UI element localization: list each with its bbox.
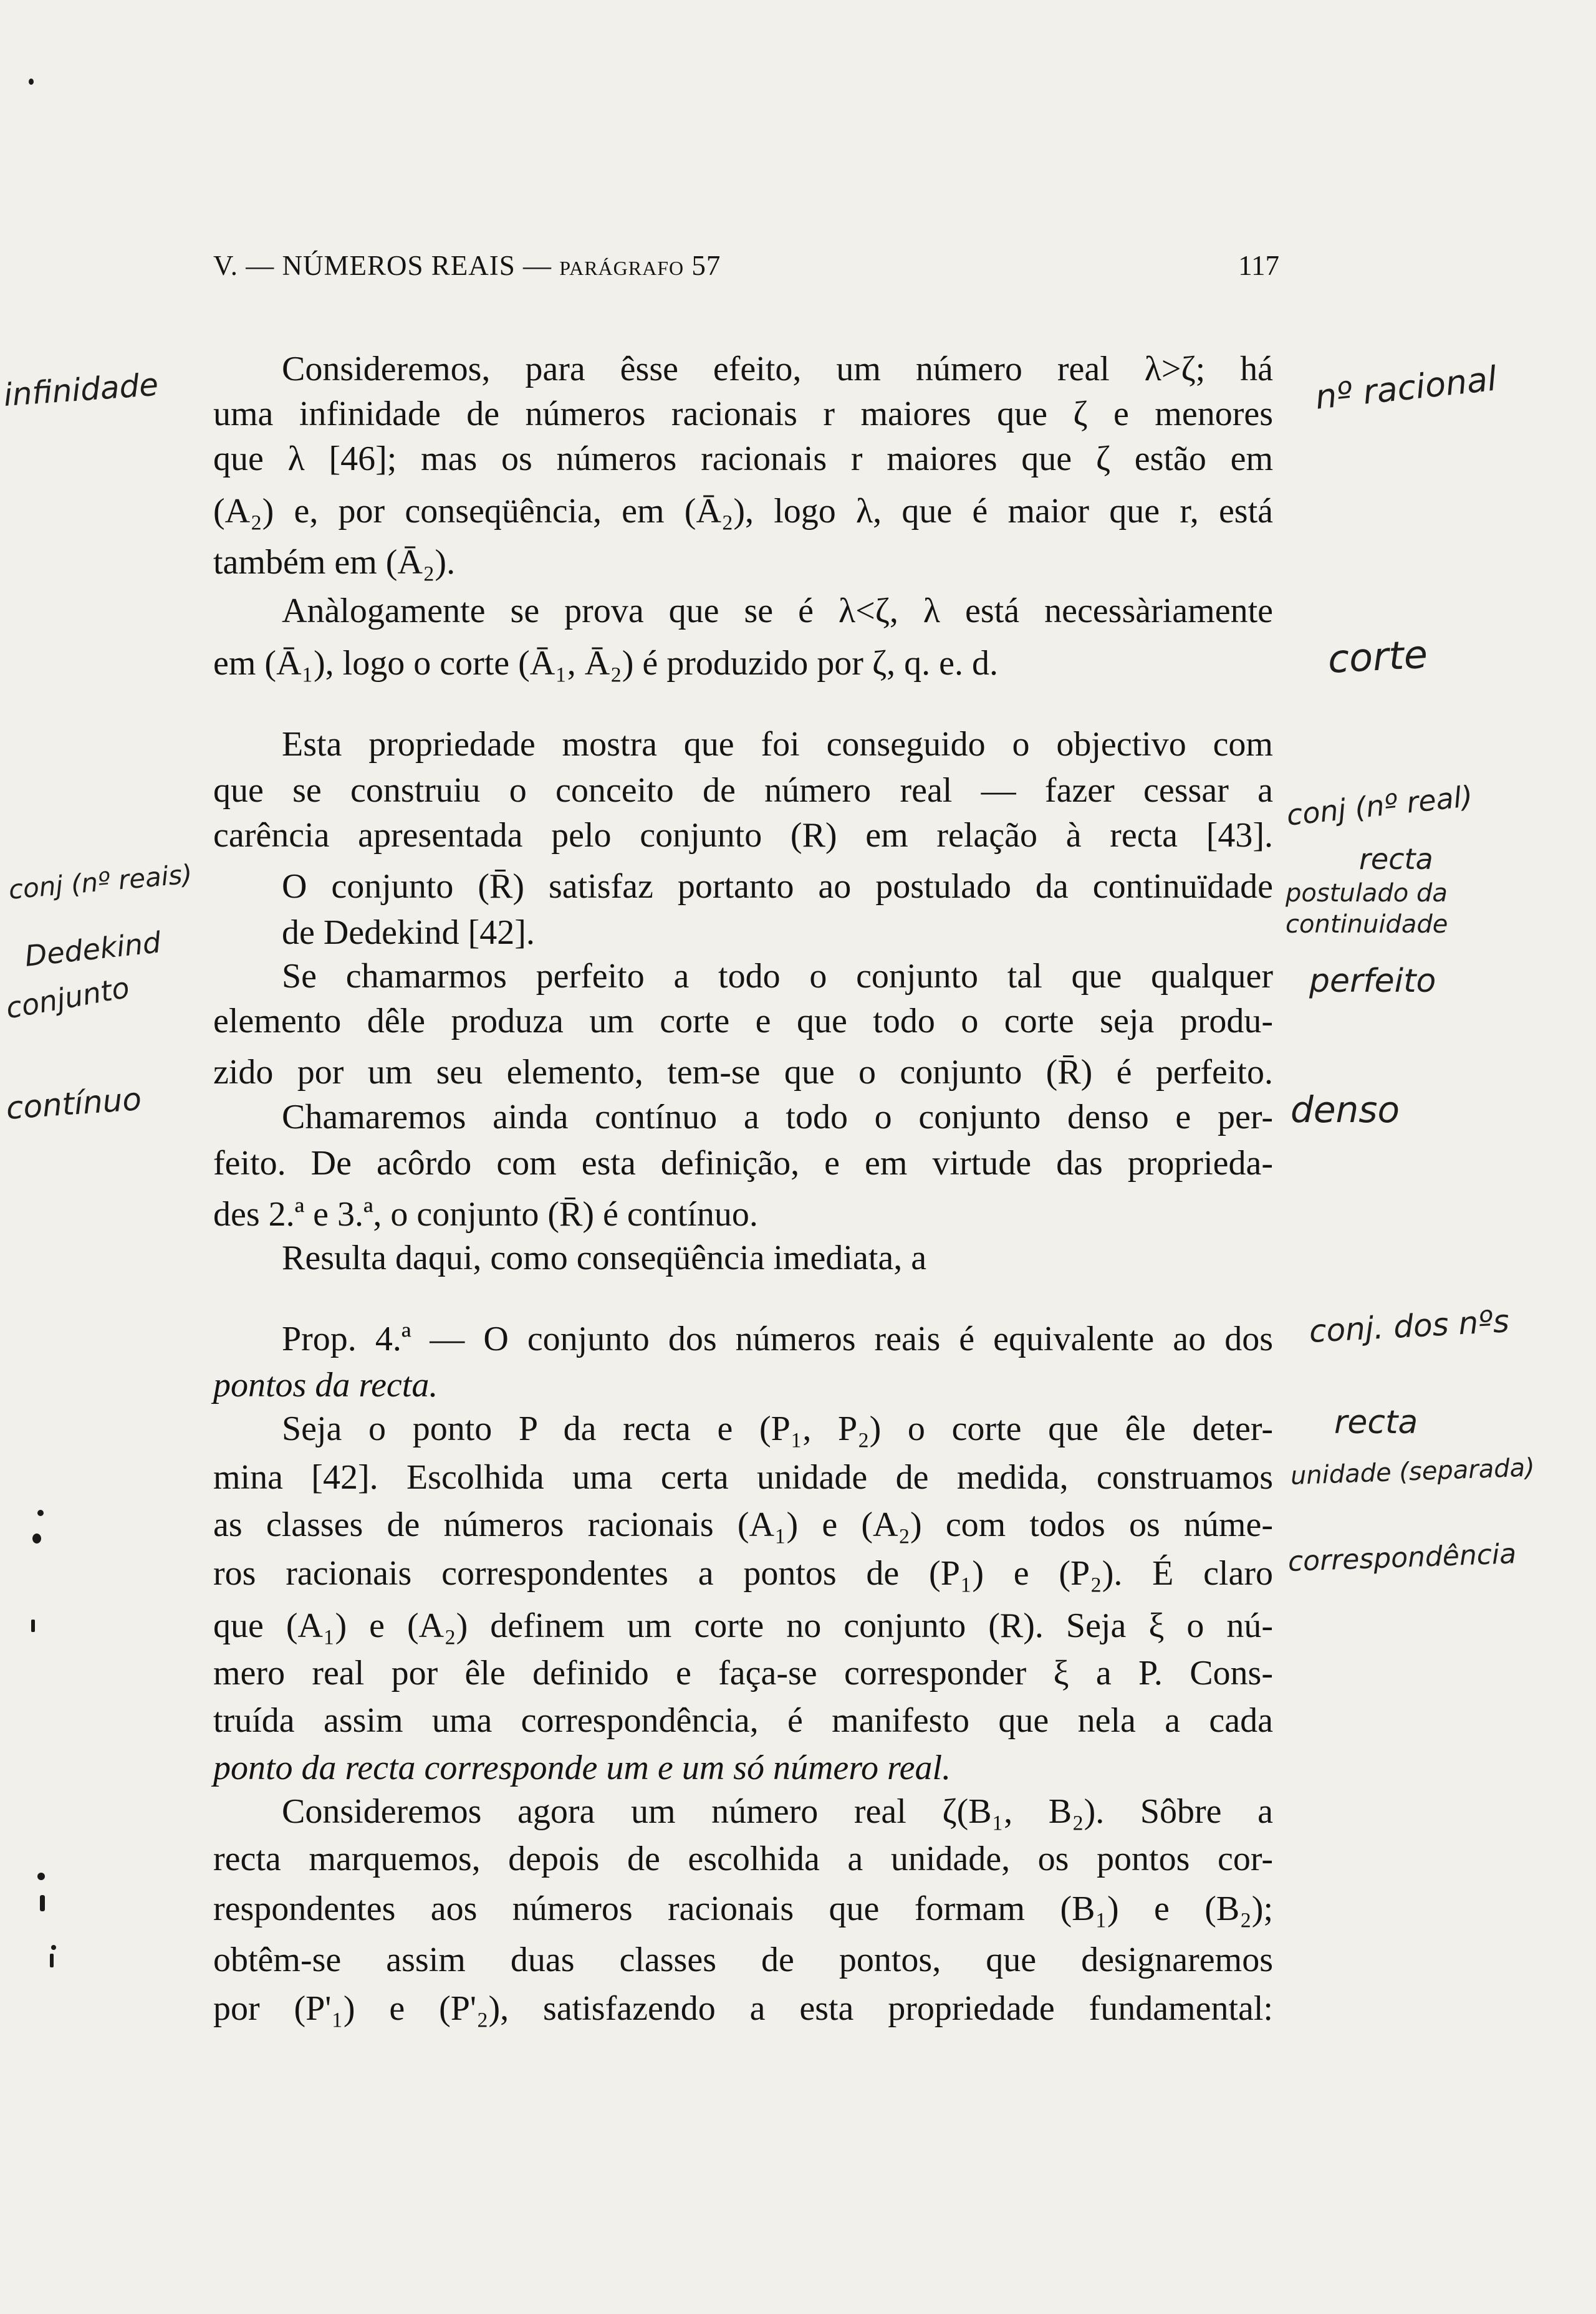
handwritten-note: correspondência [1287, 1538, 1517, 1578]
text-line: feito. De acôrdo com esta definição, e em virtude das proprieda- [213, 1144, 1273, 1183]
handwritten-note: conj. dos nºs [1308, 1303, 1511, 1350]
proposition-line: Prop. 4.ª — O conjunto dos números reais é equivalente ao dos [282, 1320, 1273, 1358]
text-line: Resulta daqui, como conseqüência imediata, a [282, 1239, 927, 1277]
text-line: carência apresentada pelo conjunto (R) em relação à recta [43]. [213, 816, 1273, 855]
text-line: des 2.ª e 3.ª, o conjunto (R̄) é contínuo. [213, 1195, 758, 1234]
handwritten-note: postulado da continuidade [1286, 879, 1448, 939]
page-header [213, 249, 1279, 287]
text-line: (A₂) e, por conseqüência, em (Ā₂), logo λ, que é maior que r, está [213, 492, 1273, 530]
handwritten-note: conj (nº reais) [7, 858, 194, 905]
handwritten-note: contínuo [4, 1080, 143, 1126]
text-line: ros racionais correspondentes a pontos de (P₁) e (P₂). É claro [213, 1554, 1273, 1593]
handwritten-note: recta [1334, 1404, 1418, 1441]
text-line: Consideremos agora um número real ζ(B₁, B₂). Sôbre a [282, 1792, 1273, 1831]
text-line: respondentes aos números racionais que formam (B₁) e (B₂); [213, 1889, 1273, 1928]
text-line: que λ [46]; mas os números racionais r maiores que ζ estão em [213, 439, 1273, 478]
text-line: que se construiu o conceito de número real — fazer cessar a [213, 771, 1273, 810]
text-line: Anàlogamente se prova que se é λ<ζ, λ está necessàriamente [282, 592, 1273, 630]
text-line: de Dedekind [42]. [282, 913, 535, 952]
text-line: elemento dêle produza um corte e que todo o corte seja produ- [213, 1002, 1273, 1040]
text-line: em (Ā₁), logo o corte (Ā₁, Ā₂) é produzido por ζ, q. e. d. [213, 644, 998, 683]
handwritten-note: denso [1291, 1088, 1400, 1131]
text-line: Seja o ponto P da recta e (P₁, P₂) o corte que êle deter- [282, 1409, 1273, 1448]
text-line: uma infinidade de números racionais r maiores que ζ e menores [213, 395, 1273, 433]
text-line: que (A₁) e (A₂) definem um corte no conjunto (R). Seja ξ o nú- [213, 1606, 1273, 1645]
text-line: mero real por êle definido e faça-se corresponder ξ a P. Cons- [213, 1654, 1273, 1692]
scan-speck [32, 1534, 41, 1543]
text-line: recta marquemos, depois de escolhida a unidade, os pontos cor- [213, 1840, 1273, 1878]
handwritten-note: Dedekind [23, 925, 163, 973]
scan-speck [29, 79, 34, 85]
text-line: também em (Ā₂). [213, 543, 456, 582]
handwritten-note: unidade (separada) [1290, 1453, 1536, 1491]
scan-speck [50, 1954, 54, 1967]
handwritten-note: conj (nº real) [1285, 779, 1474, 832]
text-line: Esta propriedade mostra que foi conseguido o objectivo com [282, 725, 1273, 764]
text-line: Consideremos, para êsse efeito, um número real λ>ζ; há [282, 350, 1273, 388]
handwritten-note: corte [1327, 631, 1429, 682]
running-title: V. — NÚMEROS REAIS — parágrafo 57 [213, 250, 721, 281]
handwritten-note: perfeito [1309, 963, 1436, 1000]
scan-speck [51, 1945, 56, 1950]
text-line: mina [42]. Escolhida uma certa unidade de medida, construamos [213, 1458, 1273, 1497]
scan-speck [40, 1895, 45, 1911]
handwritten-note: conjunto [3, 970, 132, 1025]
handwritten-note: infinidade [2, 366, 160, 413]
text-line: O conjunto (R̄) satisfaz portanto ao postulado da continuïdade [282, 867, 1273, 906]
scan-speck [37, 1510, 44, 1516]
handwritten-note: nº racional [1313, 358, 1499, 417]
text-line: zido por um seu elemento, tem-se que o conjunto (R̄) é perfeito. [213, 1053, 1273, 1092]
page-number: 117 [1238, 250, 1279, 281]
text-line: obtêm-se assim duas classes de pontos, que designaremos [213, 1941, 1273, 1979]
scan-speck [31, 1620, 35, 1632]
text-line: Chamaremos ainda contínuo a todo o conjunto denso e per- [282, 1098, 1273, 1136]
scan-speck [37, 1873, 45, 1880]
text-line: Se chamarmos perfeito a todo o conjunto tal que qualquer [282, 957, 1273, 996]
handwritten-note: recta [1359, 842, 1433, 876]
text-line: truída assim uma correspondência, é manifesto que nela a cada [213, 1701, 1273, 1740]
text-line: as classes de números racionais (A₁) e (A₂) com todos os núme- [213, 1505, 1273, 1544]
text-line: ponto da recta corresponde um e um só número real. [213, 1749, 951, 1787]
text-line: por (P'₁) e (P'₂), satisfazendo a esta propriedade fundamental: [213, 1989, 1273, 2028]
proposition-line: pontos da recta. [213, 1366, 438, 1404]
